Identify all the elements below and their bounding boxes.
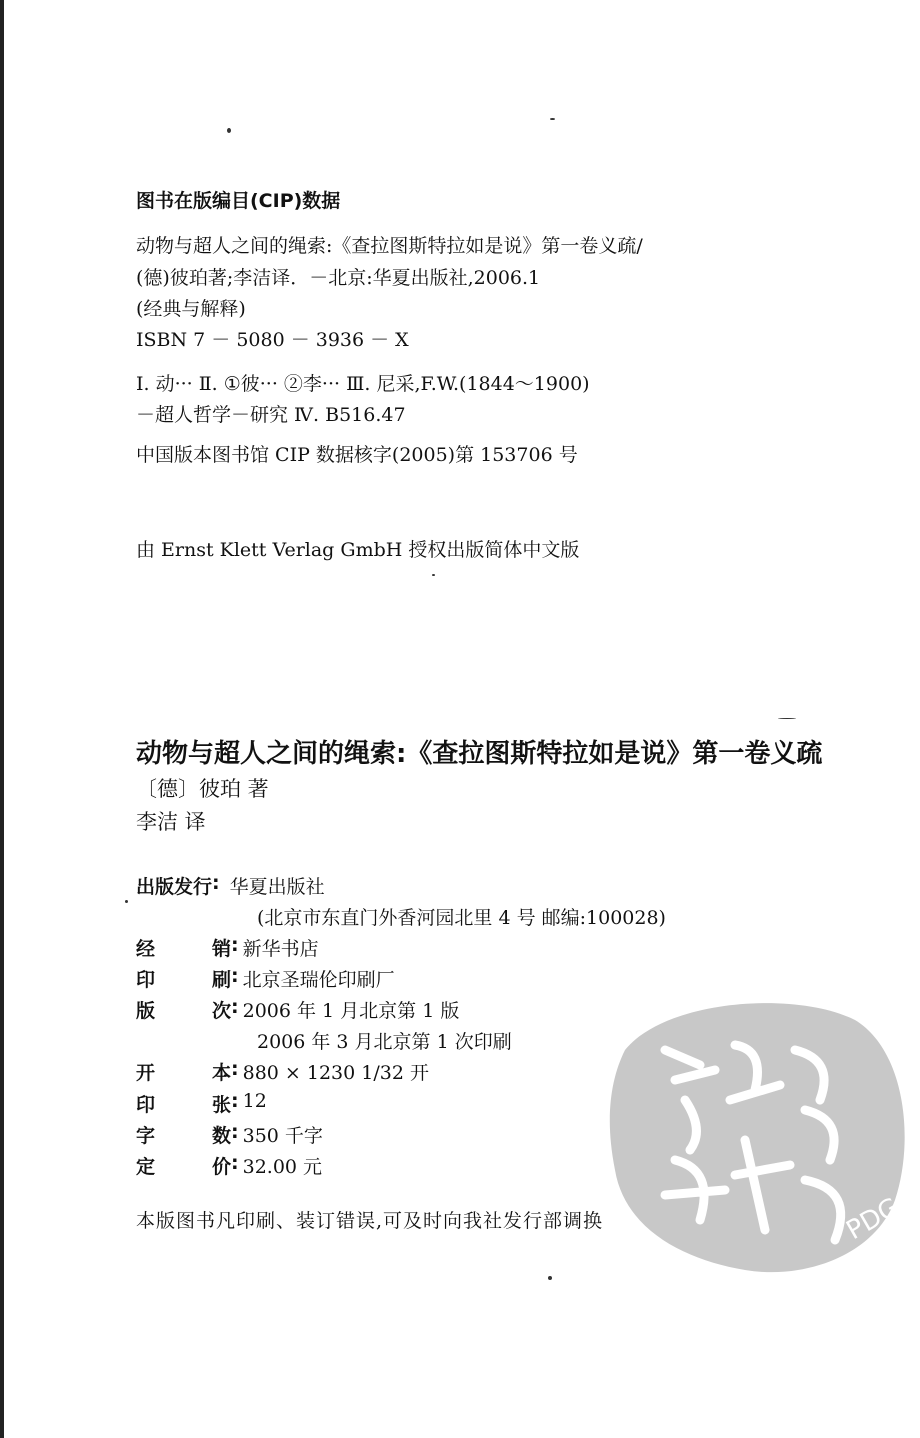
cip-line: (德)彼珀著;李洁译．－北京:华夏出版社,2006.1 (136, 267, 541, 289)
price-row: 定 价 : 32.00 元 (136, 1152, 323, 1178)
book-translator: 李洁 译 (136, 810, 206, 834)
book-author: 〔德〕彼珀 著 (136, 777, 269, 801)
format-label: 开 本 (136, 1062, 231, 1084)
distributor-label: 经 销 (136, 938, 231, 960)
distributor-value: 新华书店 (242, 938, 319, 960)
price-value: 32.00 元 (242, 1156, 323, 1178)
publisher-label: 出版发行 (136, 876, 213, 898)
words-row: 字 数 : 350 千字 (136, 1121, 323, 1147)
printing-value: 2006 年 3 月北京第 1 次印刷 (257, 1031, 512, 1053)
scan-speck (125, 900, 128, 903)
cip-isbn: ISBN 7 － 5080 － 3936 － X (136, 329, 409, 351)
printer-label: 印 刷 (136, 969, 231, 991)
printer-row: 印 刷 : 北京圣瑞伦印刷厂 (136, 965, 395, 991)
scan-speck (778, 718, 796, 719)
scan-speck (550, 118, 555, 120)
sheets-label: 印 张 (136, 1094, 231, 1116)
printer-value: 北京圣瑞伦印刷厂 (242, 969, 395, 991)
cip-record-number: 中国版本图书馆 CIP 数据核字(2005)第 153706 号 (136, 444, 578, 466)
edition-row: 版 次 : 2006 年 1 月北京第 1 版 (136, 996, 460, 1022)
edition-value: 2006 年 1 月北京第 1 版 (242, 1000, 460, 1022)
words-label: 字 数 (136, 1125, 231, 1147)
distributor-row: 经 销 : 新华书店 (136, 934, 319, 960)
publisher-address: (北京市东直门外香河园北里 4 号 邮编:100028) (257, 907, 666, 929)
publisher-value: 华夏出版社 (229, 876, 325, 898)
sheets-row: 印 张 : 12 (136, 1090, 267, 1116)
sheets-value: 12 (242, 1090, 267, 1112)
format-row: 开 本 : 880 × 1230 1/32 开 (136, 1058, 429, 1084)
cip-line: 动物与超人之间的绳索:《查拉图斯特拉如是说》第一卷义疏/ (136, 235, 643, 257)
cip-classification: －超人哲学－研究 Ⅳ. B516.47 (136, 404, 406, 426)
errata-notice: 本版图书凡印刷、装订错误,可及时向我社发行部调换 (136, 1210, 604, 1232)
publisher-row: 出版发行 : 华夏出版社 (136, 872, 325, 898)
watermark-text: PDG (841, 1192, 905, 1247)
cip-heading: 图书在版编目(CIP)数据 (136, 190, 341, 212)
page-edge (0, 0, 4, 1438)
book-title: 动物与超人之间的绳索:《查拉图斯特拉如是说》第一卷义疏 (136, 739, 823, 769)
format-value: 880 × 1230 1/32 开 (242, 1062, 429, 1084)
edition-label: 版 次 (136, 1000, 231, 1022)
cip-line: (经典与解释) (136, 298, 246, 320)
scan-speck (227, 128, 231, 133)
words-value: 350 千字 (242, 1125, 323, 1147)
cip-classification: Ⅰ. 动··· Ⅱ. ①彼··· ②李··· Ⅲ. 尼采,F.W.(1844～1900) (136, 373, 590, 395)
scan-speck (548, 1276, 552, 1280)
pdg-watermark-seal (605, 990, 910, 1280)
price-label: 定 价 (136, 1156, 231, 1178)
scan-speck (432, 574, 435, 576)
license-note: 由 Ernst Klett Verlag GmbH 授权出版简体中文版 (136, 539, 580, 561)
